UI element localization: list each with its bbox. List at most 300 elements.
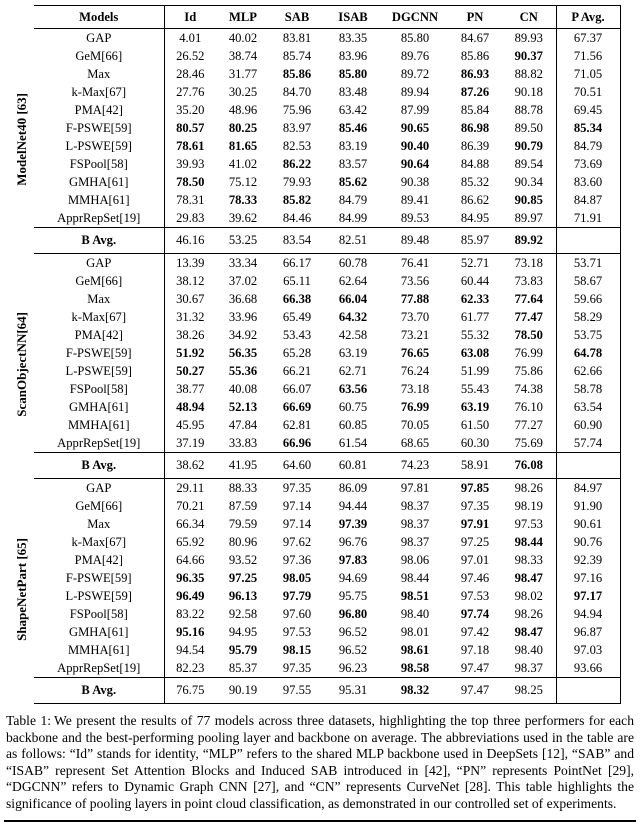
table-row — [8, 119, 620, 137]
value-cell: 89.97 — [502, 209, 556, 228]
value-cell: 96.35 — [176, 570, 205, 585]
model-name-cell: L-PSWE[59] — [34, 362, 164, 380]
value-cell: 90.34 — [502, 173, 556, 191]
value-cell: 80.57 — [176, 120, 205, 135]
value-cell: 75.86 — [502, 362, 556, 380]
value-cell: 85.46 — [338, 120, 368, 135]
value-cell: 85.32 — [460, 174, 490, 189]
value-cell: 91.90 — [556, 497, 620, 515]
bottom-rule — [4, 820, 636, 822]
value-cell: 75.96 — [282, 102, 312, 117]
value-cell: 38.12 — [176, 273, 205, 288]
value-cell: 63.19 — [460, 399, 490, 414]
value-cell: 59.66 — [556, 290, 620, 308]
value-cell: 98.19 — [502, 497, 556, 515]
value-cell: 34.92 — [228, 327, 258, 342]
model-name-cell: ApprRepSet[19] — [34, 209, 164, 228]
value-cell: 84.88 — [460, 156, 490, 171]
avg-value-cell: 82.51 — [324, 228, 382, 254]
value-cell: 96.49 — [176, 588, 205, 603]
value-cell: 92.39 — [556, 551, 620, 569]
value-cell: 38.77 — [176, 381, 205, 396]
value-cell: 36.68 — [228, 291, 258, 306]
table-row — [8, 254, 620, 273]
value-cell: 97.18 — [460, 642, 490, 657]
table-row — [8, 326, 620, 344]
value-cell: 90.38 — [400, 174, 430, 189]
column-header-mlp: MLP — [216, 6, 270, 29]
value-cell: 97.17 — [556, 587, 620, 605]
table-row — [8, 209, 620, 228]
table-row — [8, 515, 620, 533]
dataset-label — [8, 254, 34, 479]
table-row — [8, 65, 620, 83]
value-cell: 52.71 — [460, 255, 490, 270]
column-header-models: Models — [34, 6, 164, 29]
value-cell: 85.80 — [338, 66, 368, 81]
value-cell: 76.65 — [400, 345, 430, 360]
value-cell: 98.05 — [282, 570, 312, 585]
table-row — [8, 641, 620, 659]
value-cell: 97.25 — [460, 534, 490, 549]
model-name-cell: GeM[66] — [34, 497, 164, 515]
column-header-pavg: P Avg. — [556, 6, 620, 29]
value-cell: 37.19 — [176, 435, 205, 450]
avg-value-cell: 97.55 — [270, 678, 324, 704]
value-cell: 83.35 — [338, 30, 368, 45]
value-cell: 95.16 — [176, 624, 205, 639]
value-cell: 63.54 — [556, 398, 620, 416]
value-cell: 89.54 — [502, 155, 556, 173]
value-cell: 60.75 — [338, 399, 368, 414]
value-cell: 98.44 — [400, 570, 430, 585]
table-row — [8, 173, 620, 191]
value-cell: 98.02 — [502, 587, 556, 605]
value-cell: 13.39 — [176, 255, 205, 270]
value-cell: 63.19 — [338, 345, 368, 360]
value-cell: 76.24 — [400, 363, 430, 378]
dataset-label-text: ScanObjectNN[64] — [13, 311, 29, 417]
value-cell: 88.78 — [502, 101, 556, 119]
value-cell: 65.92 — [176, 534, 205, 549]
results-table — [8, 5, 621, 704]
value-cell: 35.20 — [176, 102, 205, 117]
value-cell: 38.26 — [176, 327, 205, 342]
table-row — [8, 362, 620, 380]
value-cell: 61.50 — [460, 417, 490, 432]
value-cell: 78.31 — [176, 192, 205, 207]
avg-value-cell: 85.97 — [448, 228, 502, 254]
value-cell: 84.97 — [556, 479, 620, 498]
column-header-sab: SAB — [270, 6, 324, 29]
avg-value-cell: 90.19 — [216, 678, 270, 704]
avg-value-cell: 74.23 — [382, 453, 448, 479]
table-row — [8, 659, 620, 678]
table-caption — [6, 713, 634, 813]
value-cell: 85.86 — [282, 66, 312, 81]
value-cell: 86.62 — [460, 192, 490, 207]
table-row — [8, 497, 620, 515]
dataset-label — [8, 479, 34, 704]
value-cell: 76.41 — [400, 255, 430, 270]
model-name-cell: Max — [34, 290, 164, 308]
avg-pavg-empty-cell — [556, 678, 620, 704]
model-name-cell: GAP — [34, 254, 164, 273]
avg-value-cell: 98.32 — [382, 678, 448, 704]
value-cell: 66.17 — [282, 255, 312, 270]
value-cell: 39.62 — [228, 210, 258, 225]
value-cell: 62.81 — [282, 417, 312, 432]
value-cell: 41.02 — [228, 156, 258, 171]
value-cell: 52.13 — [228, 399, 258, 414]
value-cell: 89.50 — [502, 119, 556, 137]
value-cell: 84.95 — [460, 210, 490, 225]
table-row — [8, 29, 620, 48]
value-cell: 97.14 — [282, 516, 312, 531]
value-cell: 97.14 — [282, 498, 312, 513]
value-cell: 40.08 — [228, 381, 258, 396]
table-row — [8, 569, 620, 587]
value-cell: 97.16 — [556, 569, 620, 587]
avg-value-cell: 89.92 — [502, 228, 556, 254]
value-cell: 89.53 — [400, 210, 430, 225]
value-cell: 66.96 — [282, 435, 312, 450]
table-row — [8, 308, 620, 326]
value-cell: 31.77 — [228, 66, 258, 81]
model-name-cell: FSPool[58] — [34, 605, 164, 623]
value-cell: 33.34 — [228, 255, 258, 270]
value-cell: 86.93 — [460, 66, 490, 81]
table-row — [8, 137, 620, 155]
value-cell: 51.99 — [460, 363, 490, 378]
value-cell: 38.74 — [228, 48, 258, 63]
value-cell: 73.18 — [502, 254, 556, 273]
avg-value-cell: 89.48 — [382, 228, 448, 254]
table-row — [8, 272, 620, 290]
value-cell: 84.87 — [556, 191, 620, 209]
value-cell: 96.76 — [338, 534, 368, 549]
avg-value-cell: 83.54 — [270, 228, 324, 254]
table-row — [8, 587, 620, 605]
table-row — [8, 533, 620, 551]
value-cell: 98.37 — [400, 498, 430, 513]
value-cell: 63.08 — [460, 345, 490, 360]
value-cell: 98.47 — [502, 623, 556, 641]
value-cell: 94.94 — [556, 605, 620, 623]
value-cell: 27.76 — [176, 84, 205, 99]
value-cell: 77.27 — [502, 416, 556, 434]
avg-value-cell: 76.08 — [502, 453, 556, 479]
model-name-cell: GMHA[61] — [34, 173, 164, 191]
caption-label: Table 1: — [6, 713, 52, 728]
value-cell: 63.42 — [338, 102, 368, 117]
model-name-cell: MMHA[61] — [34, 416, 164, 434]
value-cell: 94.95 — [228, 624, 258, 639]
value-cell: 65.28 — [282, 345, 312, 360]
value-cell: 45.95 — [176, 417, 205, 432]
table-row — [8, 344, 620, 362]
value-cell: 66.04 — [338, 291, 368, 306]
model-name-cell: PMA[42] — [34, 551, 164, 569]
table-row — [8, 398, 620, 416]
model-name-cell: MMHA[61] — [34, 191, 164, 209]
table-row — [8, 605, 620, 623]
value-cell: 97.25 — [228, 570, 258, 585]
value-cell: 85.80 — [400, 30, 430, 45]
table-row — [8, 623, 620, 641]
value-cell: 87.26 — [460, 84, 490, 99]
table-row — [8, 290, 620, 308]
value-cell: 95.75 — [338, 588, 368, 603]
value-cell: 70.21 — [176, 498, 205, 513]
column-header-id: Id — [164, 6, 216, 29]
value-cell: 58.78 — [556, 380, 620, 398]
value-cell: 65.49 — [282, 309, 312, 324]
value-cell: 82.23 — [176, 660, 205, 675]
value-cell: 90.18 — [502, 83, 556, 101]
value-cell: 98.51 — [400, 588, 430, 603]
value-cell: 93.66 — [556, 659, 620, 678]
value-cell: 80.25 — [228, 120, 258, 135]
value-cell: 77.47 — [502, 308, 556, 326]
value-cell: 98.37 — [502, 659, 556, 678]
value-cell: 77.64 — [502, 290, 556, 308]
value-cell: 73.69 — [556, 155, 620, 173]
model-name-cell: PMA[42] — [34, 101, 164, 119]
value-cell: 89.93 — [502, 29, 556, 48]
value-cell: 67.37 — [556, 29, 620, 48]
value-cell: 83.22 — [176, 606, 205, 621]
value-cell: 98.47 — [502, 569, 556, 587]
value-cell: 90.61 — [556, 515, 620, 533]
value-cell: 71.05 — [556, 65, 620, 83]
value-cell: 83.60 — [556, 173, 620, 191]
value-cell: 28.46 — [176, 66, 205, 81]
value-cell: 97.36 — [282, 552, 312, 567]
value-cell: 73.21 — [400, 327, 430, 342]
value-cell: 74.38 — [502, 380, 556, 398]
value-cell: 80.96 — [228, 534, 258, 549]
model-name-cell: L-PSWE[59] — [34, 587, 164, 605]
model-name-cell: F-PSWE[59] — [34, 569, 164, 587]
avg-value-cell: 97.47 — [448, 678, 502, 704]
table-row — [8, 155, 620, 173]
value-cell: 42.58 — [338, 327, 368, 342]
value-cell: 90.76 — [556, 533, 620, 551]
value-cell: 92.58 — [228, 606, 258, 621]
avg-value-cell: 60.81 — [324, 453, 382, 479]
avg-value-cell: 76.75 — [164, 678, 216, 704]
value-cell: 96.52 — [338, 624, 368, 639]
value-cell: 97.83 — [338, 552, 368, 567]
value-cell: 78.50 — [502, 326, 556, 344]
value-cell: 48.96 — [228, 102, 258, 117]
dataset-label-text: ModelNet40 [63] — [13, 92, 29, 186]
value-cell: 97.62 — [282, 534, 312, 549]
value-cell: 78.50 — [176, 174, 205, 189]
avg-label-cell: B Avg. — [34, 453, 164, 479]
table-row — [8, 434, 620, 453]
value-cell: 98.58 — [400, 660, 430, 675]
value-cell: 33.96 — [228, 309, 258, 324]
model-name-cell: ApprRepSet[19] — [34, 659, 164, 678]
value-cell: 90.65 — [400, 120, 430, 135]
value-cell: 97.79 — [282, 588, 312, 603]
value-cell: 97.35 — [282, 660, 312, 675]
value-cell: 97.74 — [460, 606, 490, 621]
value-cell: 97.85 — [460, 480, 490, 495]
header-row — [8, 6, 620, 29]
value-cell: 66.07 — [282, 381, 312, 396]
value-cell: 90.85 — [502, 191, 556, 209]
value-cell: 97.03 — [556, 641, 620, 659]
value-cell: 57.74 — [556, 434, 620, 453]
value-cell: 98.40 — [502, 641, 556, 659]
value-cell: 96.80 — [338, 606, 368, 621]
value-cell: 65.11 — [283, 273, 311, 288]
value-cell: 62.66 — [556, 362, 620, 380]
value-cell: 97.42 — [460, 624, 490, 639]
value-cell: 98.15 — [282, 642, 312, 657]
value-cell: 82.53 — [282, 138, 312, 153]
value-cell: 84.46 — [282, 210, 312, 225]
avg-pavg-empty-cell — [556, 228, 620, 254]
value-cell: 81.65 — [228, 138, 258, 153]
value-cell: 90.37 — [502, 47, 556, 65]
value-cell: 31.32 — [176, 309, 205, 324]
value-cell: 26.52 — [176, 48, 205, 63]
avg-value-cell: 41.95 — [216, 453, 270, 479]
value-cell: 73.83 — [502, 272, 556, 290]
value-cell: 60.30 — [460, 435, 490, 450]
avg-value-cell: 58.91 — [448, 453, 502, 479]
value-cell: 94.44 — [338, 498, 368, 513]
value-cell: 76.10 — [502, 398, 556, 416]
value-cell: 97.01 — [460, 552, 490, 567]
value-cell: 55.32 — [460, 327, 490, 342]
value-cell: 30.25 — [228, 84, 258, 99]
model-name-cell: F-PSWE[59] — [34, 344, 164, 362]
value-cell: 84.67 — [460, 30, 490, 45]
value-cell: 85.82 — [282, 192, 312, 207]
value-cell: 89.94 — [400, 84, 430, 99]
column-header-isab: ISAB — [324, 6, 382, 29]
value-cell: 83.57 — [338, 156, 368, 171]
value-cell: 98.37 — [400, 516, 430, 531]
model-name-cell: k-Max[67] — [34, 533, 164, 551]
table-row — [8, 101, 620, 119]
value-cell: 71.91 — [556, 209, 620, 228]
value-cell: 55.43 — [460, 381, 490, 396]
value-cell: 94.69 — [338, 570, 368, 585]
value-cell: 98.26 — [502, 605, 556, 623]
value-cell: 97.35 — [282, 480, 312, 495]
model-name-cell: PMA[42] — [34, 326, 164, 344]
value-cell: 73.70 — [400, 309, 430, 324]
value-cell: 84.70 — [282, 84, 312, 99]
value-cell: 84.79 — [338, 192, 368, 207]
value-cell: 98.26 — [502, 479, 556, 498]
value-cell: 75.69 — [502, 434, 556, 453]
value-cell: 90.64 — [400, 156, 430, 171]
table-row — [8, 83, 620, 101]
avg-label-cell: B Avg. — [34, 228, 164, 254]
dataset-label-text: ShapeNetPart [65] — [13, 537, 29, 641]
value-cell: 61.54 — [338, 435, 368, 450]
value-cell: 62.64 — [338, 273, 368, 288]
value-cell: 85.34 — [556, 119, 620, 137]
value-cell: 40.02 — [228, 30, 258, 45]
value-cell: 83.19 — [338, 138, 368, 153]
value-cell: 51.92 — [176, 345, 205, 360]
value-cell: 86.22 — [282, 156, 312, 171]
value-cell: 96.23 — [338, 660, 368, 675]
value-cell: 85.74 — [282, 48, 312, 63]
caption-text: We present the results of 77 models across three datasets, highlighting the top three performers for each backbone and the best-performing pooling layer and backbone on average. The abbreviations used in the table are as follows: “Id” stands for identity, “MLP” refers to the shared MLP backbone used in DeepSets [12], “SAB” and “ISAB” represent Set Attention Blocks and Induced SAB introduced in [42], “PN” represents PointNet [29], “DGCNN” refers to Dynamic Graph CNN [27], and “CN” represents CurveNet [28]. This table highlights the significance of pooling layers in point cloud classification, as demonstrated in our controlled set of experiments. — [6, 713, 634, 811]
value-cell: 97.53 — [502, 515, 556, 533]
value-cell: 66.69 — [282, 399, 312, 414]
value-cell: 47.84 — [228, 417, 258, 432]
value-cell: 69.45 — [556, 101, 620, 119]
value-cell: 39.93 — [176, 156, 205, 171]
value-cell: 84.99 — [338, 210, 368, 225]
value-cell: 55.36 — [228, 363, 258, 378]
avg-label-cell: B Avg. — [34, 678, 164, 704]
value-cell: 90.79 — [502, 137, 556, 155]
value-cell: 78.61 — [176, 138, 205, 153]
value-cell: 94.54 — [176, 642, 205, 657]
value-cell: 83.48 — [338, 84, 368, 99]
value-cell: 70.51 — [556, 83, 620, 101]
value-cell: 96.13 — [228, 588, 258, 603]
value-cell: 76.99 — [502, 344, 556, 362]
table-row — [8, 47, 620, 65]
value-cell: 56.35 — [228, 345, 258, 360]
value-cell: 33.83 — [228, 435, 258, 450]
avg-value-cell: 53.25 — [216, 228, 270, 254]
value-cell: 79.93 — [282, 174, 312, 189]
avg-row — [8, 453, 620, 479]
value-cell: 71.56 — [556, 47, 620, 65]
value-cell: 60.78 — [338, 255, 368, 270]
model-name-cell: GAP — [34, 479, 164, 498]
table-row — [8, 479, 620, 498]
column-header-dgcnn: DGCNN — [382, 6, 448, 29]
model-name-cell: F-PSWE[59] — [34, 119, 164, 137]
value-cell: 87.59 — [228, 498, 258, 513]
value-cell: 48.94 — [176, 399, 205, 414]
value-cell: 98.06 — [400, 552, 430, 567]
value-cell: 86.09 — [338, 480, 368, 495]
value-cell: 77.88 — [400, 291, 430, 306]
value-cell: 60.44 — [460, 273, 490, 288]
model-name-cell: GeM[66] — [34, 47, 164, 65]
value-cell: 85.84 — [460, 102, 490, 117]
value-cell: 64.78 — [556, 344, 620, 362]
avg-value-cell: 98.25 — [502, 678, 556, 704]
value-cell: 98.44 — [502, 533, 556, 551]
model-name-cell: FSPool[58] — [34, 380, 164, 398]
avg-row — [8, 228, 620, 254]
value-cell: 98.01 — [400, 624, 430, 639]
value-cell: 89.41 — [400, 192, 430, 207]
avg-value-cell: 38.62 — [164, 453, 216, 479]
value-cell: 83.81 — [282, 30, 312, 45]
value-cell: 75.12 — [228, 174, 258, 189]
value-cell: 58.67 — [556, 272, 620, 290]
value-cell: 97.91 — [460, 516, 490, 531]
model-name-cell: GAP — [34, 29, 164, 48]
